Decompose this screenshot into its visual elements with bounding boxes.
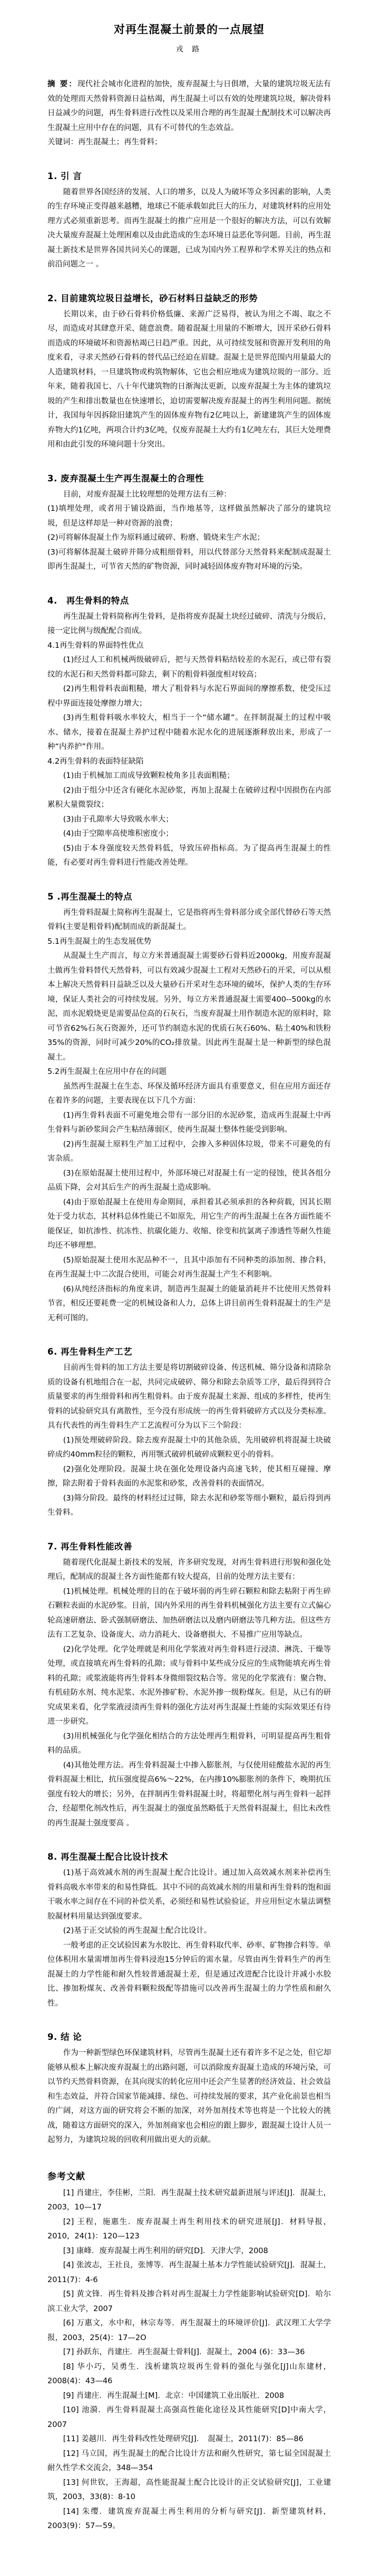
section-8 bbox=[47, 1850, 331, 2011]
reference-item: [11] 姜越川．再生骨料改性处理研究[J]． 混凝土，2011(7)：85—86 bbox=[63, 2435, 304, 2443]
section-9 bbox=[47, 2030, 331, 2148]
paragraph: 随着世界各国经济的发展、人口的增多，以及人为破坏等众多因素的影响，人类的生存环境正变得越来越糟，地球已不能承载如此巨大的压力，对建筑材料的应用处理方式必须重新思考。而再生混凝土的推广应用是一个很好的解决方法，可以有效解决大量废弃混凝土处理困难以及由此造成的生态环境日益恶化等问题。目前，再生混凝土新技术是世界各国共同关心的课题，已成为国内外工程界和学术界关注的热点和前沿问题之一 。 bbox=[47, 187, 331, 269]
section-heading: 7. 再生骨料性能改善 bbox=[47, 1541, 132, 1552]
paragraph: 作为一种新型绿色环保建筑材料，尽管再生混凝土还有着许多不足之处，但它却能够从根本上解决废弃混凝土的出路问题，可以消除废弃混凝土造成的环境污染，可以节约天然骨料资源，在其向现实的转化应用中还会产生显著的经济效益、社会效益和生态效益，并符合国家节能减排、绿色、可持续发展的要求，其产业化前景也相当的广阔，对这方面的研究将会不断的加深，对外加剂技术等也将是一个比较大的挑战，随着这方面研究的深入，外加剂商家也会相应的跟上脚步，跟混凝土设计人员一起努力，为建筑垃圾的回收利用做出更大的贡献。 bbox=[47, 2049, 331, 2144]
abstract-label: 摘 要： bbox=[47, 80, 77, 88]
section-heading: 4. 再生骨料的特点 bbox=[47, 595, 129, 606]
paragraph: (2)再生混凝土原料生产加工过程中，会掺入多种固体垃圾，带来不可避免的有害杂质。 bbox=[47, 1140, 331, 1163]
paragraph: (3)再生粗骨料吸水率较大，相当于一个“储水罐”。在拌制混凝土的过程中吸水、储水，接着在混凝土养护过程中随着水泥水化的进展逐渐释放出来，形成了一种“内养护”作用。 bbox=[47, 714, 331, 751]
section-5 bbox=[47, 890, 331, 1326]
paragraph: 目前再生骨料的加工方法主要是将切割破碎设备、传送机械、筛分设备和清除杂质的设备有机地组合在一起，共同完成破碎、筛分和除去杂质等工序，最后得到符合质量要求的再生细骨料和再生粗骨料。由于废弃混凝土来源、组成的多样性，使再生骨料的试验研究具有离散性，至今没有形成统一的再生骨料破碎方式以及分类标准。具有代表性的再生骨料生产工艺流程可分为以下三个阶段： bbox=[47, 1364, 331, 1430]
reference-item: [1] 肖建庄，李佳彬，兰阳．再生混凝土技术研究最新进展与评述[J]．混凝土，2003，10—17 bbox=[47, 2188, 331, 2212]
references-section bbox=[47, 2169, 331, 2534]
paragraph: (2)再生粗骨料表面粗糙，增大了粗骨料与水泥石界面间的摩擦系数，使受压过程中界面连接处摩擦力增大； bbox=[47, 685, 331, 708]
paragraph: 虽然再生混凝土在生态、环保及循环经济方面具有重要意义，但在应用方面还存在着许多的问题，主要表现在以下几个方面： bbox=[47, 1082, 331, 1105]
section-6 bbox=[47, 1345, 331, 1521]
reference-item: [3] 康峰．废弃混凝土再生利用的研究[D]．天津大学，2008 bbox=[63, 2246, 268, 2255]
paragraph: (3)筛分阶段。最终的材料经过过筛，除去水泥和砂浆等细小颗粒，最后得到再生骨料。 bbox=[47, 1494, 331, 1517]
section-heading: 2. 目前建筑垃圾日益增长，砂石材料日益缺乏的形势 bbox=[47, 293, 258, 303]
reference-item: [2] 王程，施惠生．废弃混凝土再生利用技术的研究进展[J]．材料导报，2010，24(1)：120—123 bbox=[47, 2217, 331, 2241]
paragraph: 随着现代化混凝土新技术的发展，许多研究发现，对再生骨料进行形貌和强化处理后，配制成的混凝土各方面性能都有较大提高，目前的处理方法主要有： bbox=[47, 1558, 331, 1581]
paragraph: 再生骨料混凝土简称再生混凝土，它是指将再生骨料部分或全部代替砂石等天然骨料(主要是粗骨料)配制而成的新混凝土。 bbox=[47, 908, 331, 931]
references-list bbox=[47, 2186, 331, 2534]
paragraph: (1)机械处理。机械处理的目的在于破坏弱的再生碎石颗粒和除去粘附于再生碎石颗粒表面的水泥砂浆。目前，国内外采用的再生骨料机械强化方法主要有立式偏心轮高速研磨法、卧式强制研磨法、加热研磨法以及磨内研磨法等几种方法。但这些方法有工艺复杂、设备庞大、动力消耗大、设备磨损大、不易推广应用等缺点。 bbox=[47, 1587, 331, 1639]
reference-item: [6] 万惠文，水中和，林宗寿等．再生混凝土的环境评价[J]．武汉理工大学学报，2003，25(4)：17—2O bbox=[47, 2319, 331, 2342]
paragraph: (4)由于空隙率高使堆积密度小； bbox=[63, 830, 173, 838]
paragraph: 一般考虑的正交试验因素为水胶比、再生骨料取代率、砂率、矿物掺合料等。单位体积用水量需增加再生骨料浸泡15分钟后的需水量。尽管由再生骨料生产的再生混凝土的力学性能和耐久性较普通混凝土差，但是通过改进配合比设计并减小水胶比、掺加粉煤灰、改善骨料颗粒级配等措施可以改善再生混凝土的力学性质和耐久性。 bbox=[47, 1941, 331, 2008]
paragraph: (2)由于组分中还含有硬化水泥砂浆，再加上混凝土在破碎过程中因损伤在内部累积大量微裂纹； bbox=[47, 786, 331, 809]
section-heading: 5 .再生混凝土的特点 bbox=[47, 891, 132, 902]
subsection-heading: 4.1再生骨料的界面特性优点 bbox=[47, 641, 144, 650]
paragraph: (3)用机械强化与化学强化相结合的方法处理再生粗骨料，可明显提高再生粗骨料的品质。 bbox=[47, 1732, 331, 1755]
paragraph: 再生混凝土骨料简称再生骨料，是指将废弃混凝土块经过破碎、清洗与分级后，接一定比例与级配配合而成。 bbox=[47, 612, 331, 635]
paragraph: (1)基于高效减水剂的再生混凝土配合比设计。通过加入高效减水剂来补偿再生骨料高吸水率带来的和易性降低。其中不同的高效减水剂的用量和再生骨料的饱和面干吸水率之间存在不同的补偿关系，必须经和易性试验验证，并应用恒定水量法调整胶凝材料用量达到强度要求。 bbox=[47, 1869, 331, 1921]
subsection-heading: 5.1再生混凝土的生态发展优势 bbox=[47, 937, 152, 946]
subsection-heading: 5.2再生混凝土在应用中存在的问题 bbox=[47, 1068, 167, 1076]
sections-container bbox=[47, 169, 331, 2148]
section-3 bbox=[47, 471, 331, 575]
paragraph: (6)从纯经济指标的角度来讲，制造再生混凝土的能量消耗并不比使用天然骨料节省，相反还要耗费一定的机械设备和人力，总体上讲目前再生骨料混凝土的生产是无利可图的。 bbox=[47, 1285, 331, 1322]
section-heading: 6. 再生骨料生产工艺 bbox=[47, 1347, 132, 1357]
section-heading: 3. 废弃混凝土生产再生混凝土的合理性 bbox=[47, 473, 204, 483]
paragraph: (4)其他处理方法。再生骨料混凝土中掺入膨胀剂，与仅使用硅酸盐水泥的再生骨料混凝土相比，抗压强度提高6%～22%，在内掺10%膨胀剂的条件下，晚期抗压强度有较大的增长；另外，在拌制再生骨料混凝土时，将超塑化剂与再生骨料一起拌合，经超塑化剂改性后，再生混凝土的强度虽然略低于天然骨料混凝土，但比未改性的再生混凝土强度要高 。 bbox=[47, 1761, 331, 1828]
paragraph: 从混凝土生产而言，每立方米普通混凝土需要砂石骨料近2000kg，用废弃混凝土做再生骨料替代天然骨料，可以有效减少混凝土工程对天然砂石的开采，可以从根本上解决天然骨料日益缺乏以及大量砂石开采对生态环境的破坏，保护人类的生存环境，保证人类社会的可持续发展。另外，每立方米普通混凝土需要400--500kg的水泥，而水泥煅烧更是需要品位高的石灰石，当废弃混凝土用作制造水泥的原料时，除可节省62%石灰石资源外，还可节约制造水泥的优质石灰石60%、粘土40%和铁粉35%的资源，同时可减少20%的CO₂排放量。因此再生混凝土是一种新型的绿色混凝土。 bbox=[47, 952, 331, 1062]
reference-item: [4] 张波志，王社良，张博等．再生混凝土基本力学性能试验研究[J]．混凝土，2011(7)：4-6 bbox=[47, 2261, 331, 2284]
reference-item: [5] 黄文锋．再生骨料及掺合料对再生混凝土力学性能影响试验研究[D]．哈尔滨工业大学，2007 bbox=[47, 2290, 331, 2313]
document-title: 对再生混凝土前景的一点展望 bbox=[114, 23, 265, 36]
paragraph: (1)经过人工和机械两级破碎后，把与天然骨料粘结较差的水泥石，或已带有裂纹的水泥石和天然骨料都可除去，剩下的粗骨料强度相对较高； bbox=[47, 656, 331, 679]
subsection-heading: 4.2再生骨料的表面特征缺陷 bbox=[47, 757, 144, 766]
section-2 bbox=[47, 291, 331, 452]
reference-item: [7] 孙跃东，肖建庄．再生混凝士骨料[J]．混凝土，2004 (6)：33—36 bbox=[63, 2348, 305, 2356]
section-heading: 1. 引 言 bbox=[47, 171, 82, 181]
section-7 bbox=[47, 1539, 331, 1831]
paragraph: (5)由于本身强度较天然骨料低，导致压碎指标高。为了提高再生混凝土的性能，有必要对再生骨料进行性能改善处理。 bbox=[47, 844, 331, 867]
references-heading: 参考文献 bbox=[47, 2171, 85, 2182]
paragraph: (2)可将解体混凝土作为原料通过破碎、粉磨、锻烧来生产水泥； bbox=[47, 534, 265, 542]
paragraph: (1)再生骨料表面不可避免地会带有一部分旧的水泥砂浆，造成再生混凝土中再生骨料与新砂浆间会产生粘结薄弱区，使再生混凝土整体性能受到影响。 bbox=[47, 1111, 331, 1134]
reference-item: [12] 马立国，再生混凝土的配合比设计方法和耐久性研究，第七届全国混凝土耐久性学术交流会，348—354 bbox=[47, 2449, 331, 2472]
paragraph: (2)强化处理阶段。混凝土块在强化处理设备内高速飞转，使其相互碰撞、摩擦，除去附着于骨料表面的水泥浆和砂浆，改善骨料的表面情况。 bbox=[47, 1465, 331, 1488]
keywords-line: 关键词：再生混凝土；再生骨料； bbox=[47, 138, 162, 146]
reference-item: [14] 朱缨．建筑废弃混凝土再生利用的分析与研究[J]．新型建筑材料，2003(9)：57—59。 bbox=[47, 2507, 331, 2530]
document-author: 戎 路 bbox=[175, 45, 203, 54]
paragraph: (4)由于原始混凝土在使用寿命期间，承担着其必须承担的各种荷载，因其长期处于受力状态，其材料总体性能已不如原先，用它生产的再生混凝土在各方面性能不能保证，如抗渗性、抗冻性、抗碳化能力、收缩、徐变和抗氯离子渗透性等耐久性能均还不够理想。 bbox=[47, 1198, 331, 1250]
reference-item: [8] 华小巧，吴勇生．浅析建筑垃圾再生骨料的强化与强化[J]山东建材，2008(4)：43—46 bbox=[47, 2362, 331, 2385]
paragraph: (1)由于机械加工而成导致颗粒棱角多且表面粗糙； bbox=[63, 772, 235, 780]
paragraph: (2)基于正交试验的再生混凝土配合比设计。 bbox=[63, 1927, 212, 1935]
abstract-paragraph bbox=[47, 77, 331, 135]
reference-item: [10] 池漪．再生骨料混凝土高强高性能化途径及其性能研究[D]中南大学，2007 bbox=[47, 2406, 331, 2429]
section-heading: 9. 结 论 bbox=[47, 2032, 82, 2042]
paragraph: (5)原始混凝土使用水泥品种不一，且其中添加有不同种类的添加剂、掺合料，在再生混凝土中二次混合使用，可能会对再生混凝土产生不利影响。 bbox=[47, 1256, 331, 1279]
paragraph: (1)填埋处理，或者用于铺设路面，当作地基等，这样做虽然解决了部分的建筑垃圾，但是这样却是一种对资源的浪费； bbox=[47, 505, 331, 528]
section-4 bbox=[47, 594, 331, 871]
paragraph: (3)由于孔隙率大导致吸水率大； bbox=[63, 815, 173, 824]
reference-item: [13] 何世钦，王海超，高性能混凝土配合比设计的正交试验研究[J]，工业建筑，2003，33(8)：8-10 bbox=[47, 2478, 331, 2501]
paragraph: (3)在原始混凝土使用过程中，外部环境已对混凝土有一定的侵蚀，使其各组分品质下降，会对其后生产的再生混凝土造成影响。 bbox=[47, 1169, 331, 1192]
section-heading: 8. 再生混凝土配合比设计技术 bbox=[47, 1852, 168, 1862]
paragraph: (1)预处理破碎阶段。除去废弃混凝土中的其他杂质，先用破碎机将混凝土块破碎成约40mm粒径的颗粒，再用颚式破碎机破碎成颗粒更小的骨料。 bbox=[47, 1436, 331, 1459]
reference-item: [9] 肖建庄．再生混凝土[M]．北京：中国建筑工业出版社．2008 bbox=[63, 2391, 285, 2400]
paragraph: (3)可将解体混凝土破碎并筛分成粗细骨料，用以代替部分天然骨料来配制成混凝土即再生混凝土，可节省天然的矿物资源，同时减轻固体废弃物对环境的污染。 bbox=[47, 548, 331, 571]
paragraph: (2)化学处理。化学处理就是利用化学浆液对再生骨料进行浸渍、淋洗、干燥等处理，或直接填充再生骨料的孔隙；或与骨料中某些成分反应的生成物能填充再生骨料的孔隙；或浆液能将再生骨料本身微细裂纹粘合等。常见的化学浆液有：聚合物、有机硅防水剂、纯水泥浆、水泥外掺矿粉、水泥外掺一级粉煤灰。但是，从已有的研究成果来看，化学浆液浸渍再生骨料的强化方法对再生混凝土性能的实际效果还有待进一步研究。 bbox=[47, 1645, 331, 1726]
paragraph: 长期以来，由于砂石骨料价格低廉、来源广泛易得，被认为用之不竭、取之不尽，而造成对其肆意开采、随意浪费。随着混凝土用量的不断增大，因开采砂石骨料而造成的环境破坏和资源枯竭已日趋严重。因此，从可持续发展和资源开发利用的角度来看，寻求天然砂石骨料的替代品已经迫在眉睫。混凝土是世界范围内用量最大的人造建筑材料，一旦建筑物或构筑物解体，它也会相应地成为建筑垃圾的一部分。近年来，随着我国七、八十年代建筑物的日渐淘汰更新，以废弃混凝土为主体的建筑垃圾的产生和排出数量也在快速增长，迫切需要解决废弃混凝土的再生利用问题。据统计，我国每年因拆除旧建筑产生的固体废弃物有2亿吨以上，新建建筑产生的固体废弃物大约1亿吨，两项合计约3亿吨，仅废弃混凝土大约有1亿吨左右，其巨大处理费用和由此引发的环境问题十分突出。 bbox=[47, 310, 331, 449]
paragraph: 目前，对废弃混凝土比较理想的处理方法有三种： bbox=[63, 490, 231, 499]
abstract-text: 现代社会城市化进程的加快，废弃混凝土与日俱增，大量的建筑垃圾无法有效的处理而天然骨料资源日益枯竭，再生混凝土可以有效的处理建筑垃圾，解决骨料日益减少的问题，再生骨料进行改性以及采用合理的再生混凝土配制技术可以解决再生混凝土应用中存在的问题，具有不可替代的生态效益。 bbox=[47, 80, 331, 132]
section-1 bbox=[47, 169, 331, 272]
